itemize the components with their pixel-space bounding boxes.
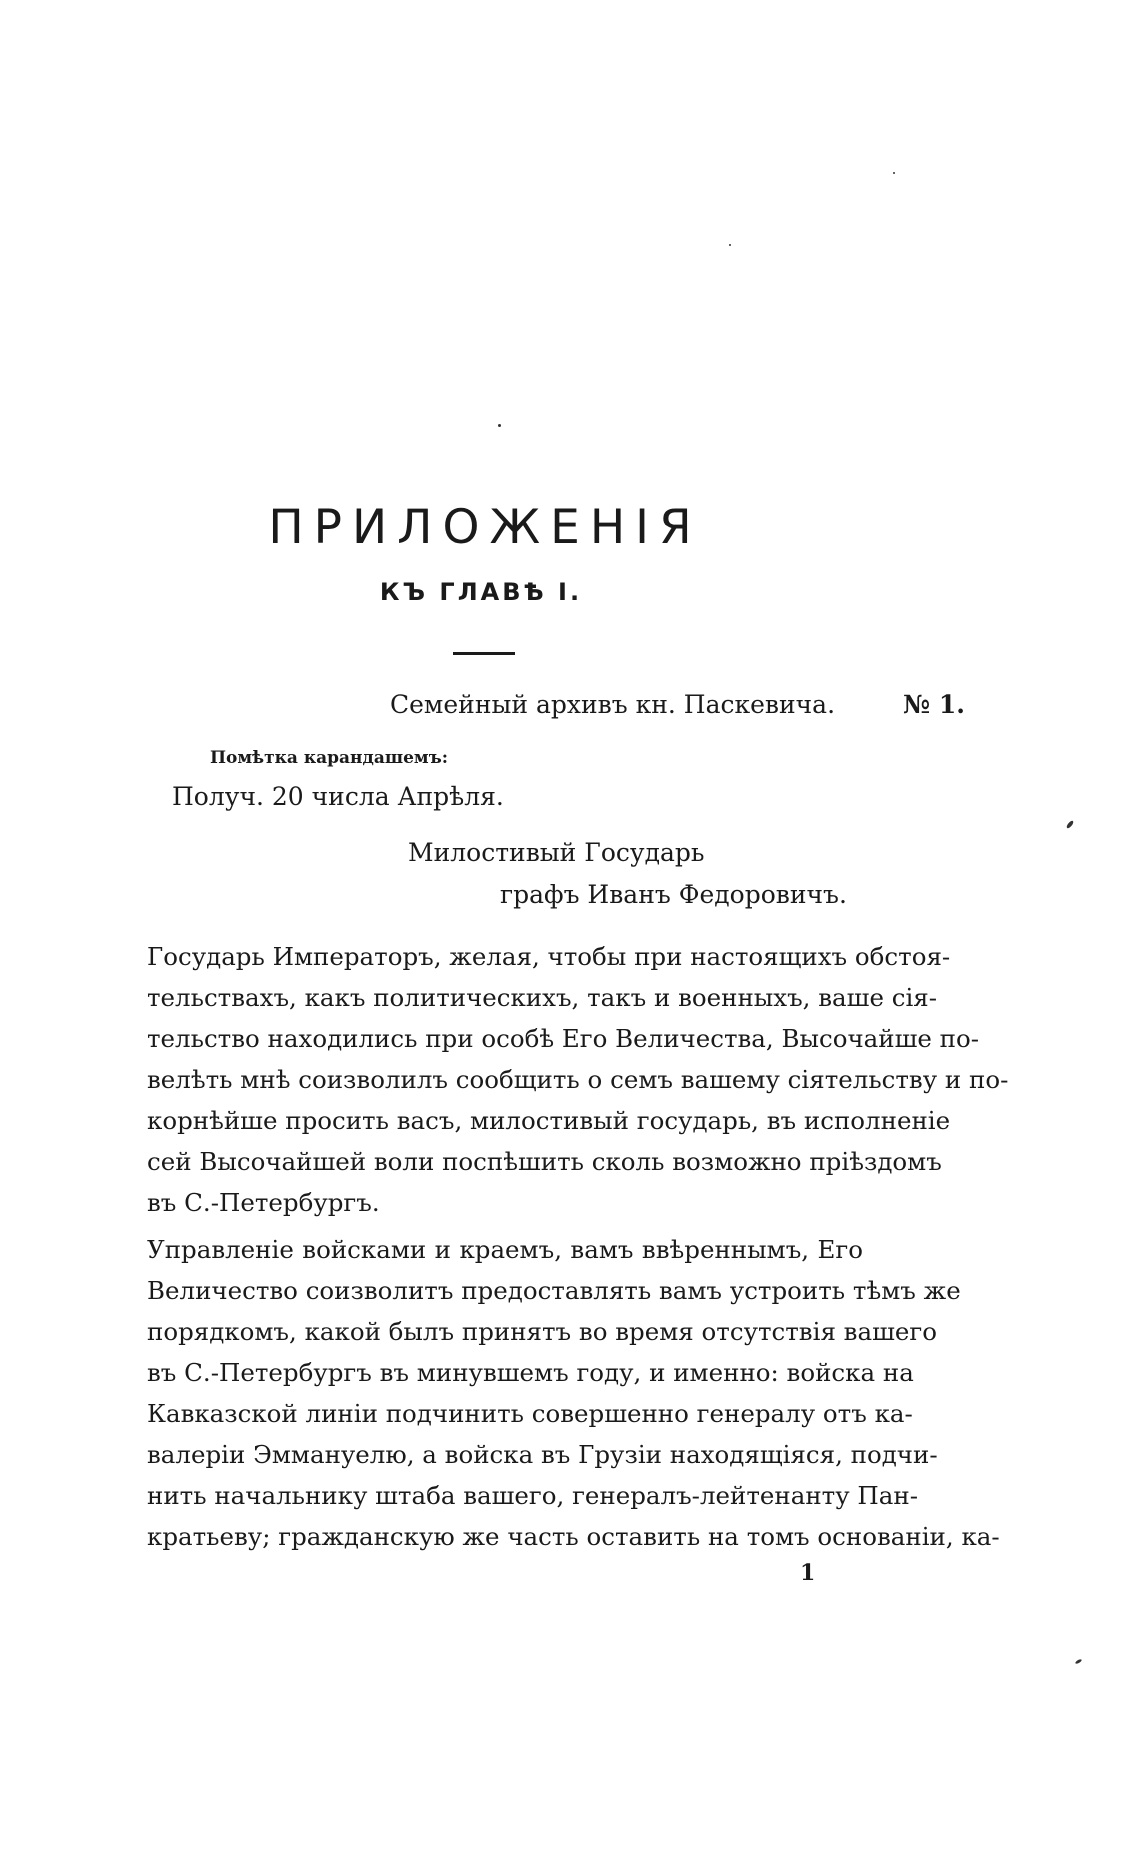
text-line: Кавказской линіи подчинить совершенно генералу отъ ка- bbox=[147, 1399, 913, 1428]
scan-speck bbox=[498, 424, 501, 427]
salutation-line-1: Милостивый Государь bbox=[408, 838, 705, 867]
received-note: Получ. 20 числа Апрѣля. bbox=[172, 782, 504, 811]
text-line: нить начальнику штаба вашего, генералъ-лейтенанту Пан- bbox=[147, 1481, 919, 1510]
text-line: тельство находились при особѣ Его Величества, Высочайше по- bbox=[147, 1024, 980, 1053]
appendix-title: ПРИЛОЖЕНІЯ bbox=[268, 500, 702, 555]
archive-source: Семейный архивъ кн. Паскевича. bbox=[390, 690, 836, 719]
text-line: порядкомъ, какой былъ принятъ во время отсутствія вашего bbox=[147, 1317, 937, 1346]
scan-speck bbox=[1075, 1658, 1083, 1664]
salutation-line-2: графъ Иванъ Федоровичъ. bbox=[500, 880, 847, 909]
page-number: 1 bbox=[800, 1560, 816, 1586]
chapter-subtitle: КЪ ГЛАВѢ I. bbox=[379, 578, 583, 606]
document-number: № 1. bbox=[903, 690, 965, 719]
section-divider bbox=[453, 652, 515, 655]
text-line: велѣть мнѣ соизволилъ сообщить о семъ вашему сіятельству и по- bbox=[147, 1065, 1009, 1094]
text-line: сей Высочайшей воли поспѣшить сколь возможно пріѣздомъ bbox=[147, 1147, 942, 1176]
scan-speck bbox=[729, 244, 731, 246]
text-line: корнѣйше просить васъ, милостивый государь, въ исполненіе bbox=[147, 1106, 951, 1135]
text-line: кратьеву; гражданскую же часть оставить на томъ основаніи, ка- bbox=[147, 1522, 1000, 1551]
text-line: въ С.-Петербургъ. bbox=[147, 1188, 380, 1217]
text-line: тельствахъ, какъ политическихъ, такъ и военныхъ, ваше сія- bbox=[147, 983, 938, 1012]
scan-speck bbox=[1066, 820, 1075, 829]
text-line: Величество соизволитъ предоставлять вамъ устроить тѣмъ же bbox=[147, 1276, 961, 1305]
scan-speck bbox=[893, 172, 895, 174]
text-line: Государь Императоръ, желая, чтобы при настоящихъ обстоя- bbox=[147, 942, 951, 971]
text-line: въ С.-Петербургъ въ минувшемъ году, и именно: войска на bbox=[147, 1358, 914, 1387]
text-line: Управленіе войсками и краемъ, вамъ ввѣреннымъ, Его bbox=[147, 1235, 863, 1264]
pencil-note-label: Помѣтка карандашемъ: bbox=[210, 748, 449, 768]
text-line: валеріи Эммануелю, а войска въ Грузіи находящіяся, подчи- bbox=[147, 1440, 938, 1469]
